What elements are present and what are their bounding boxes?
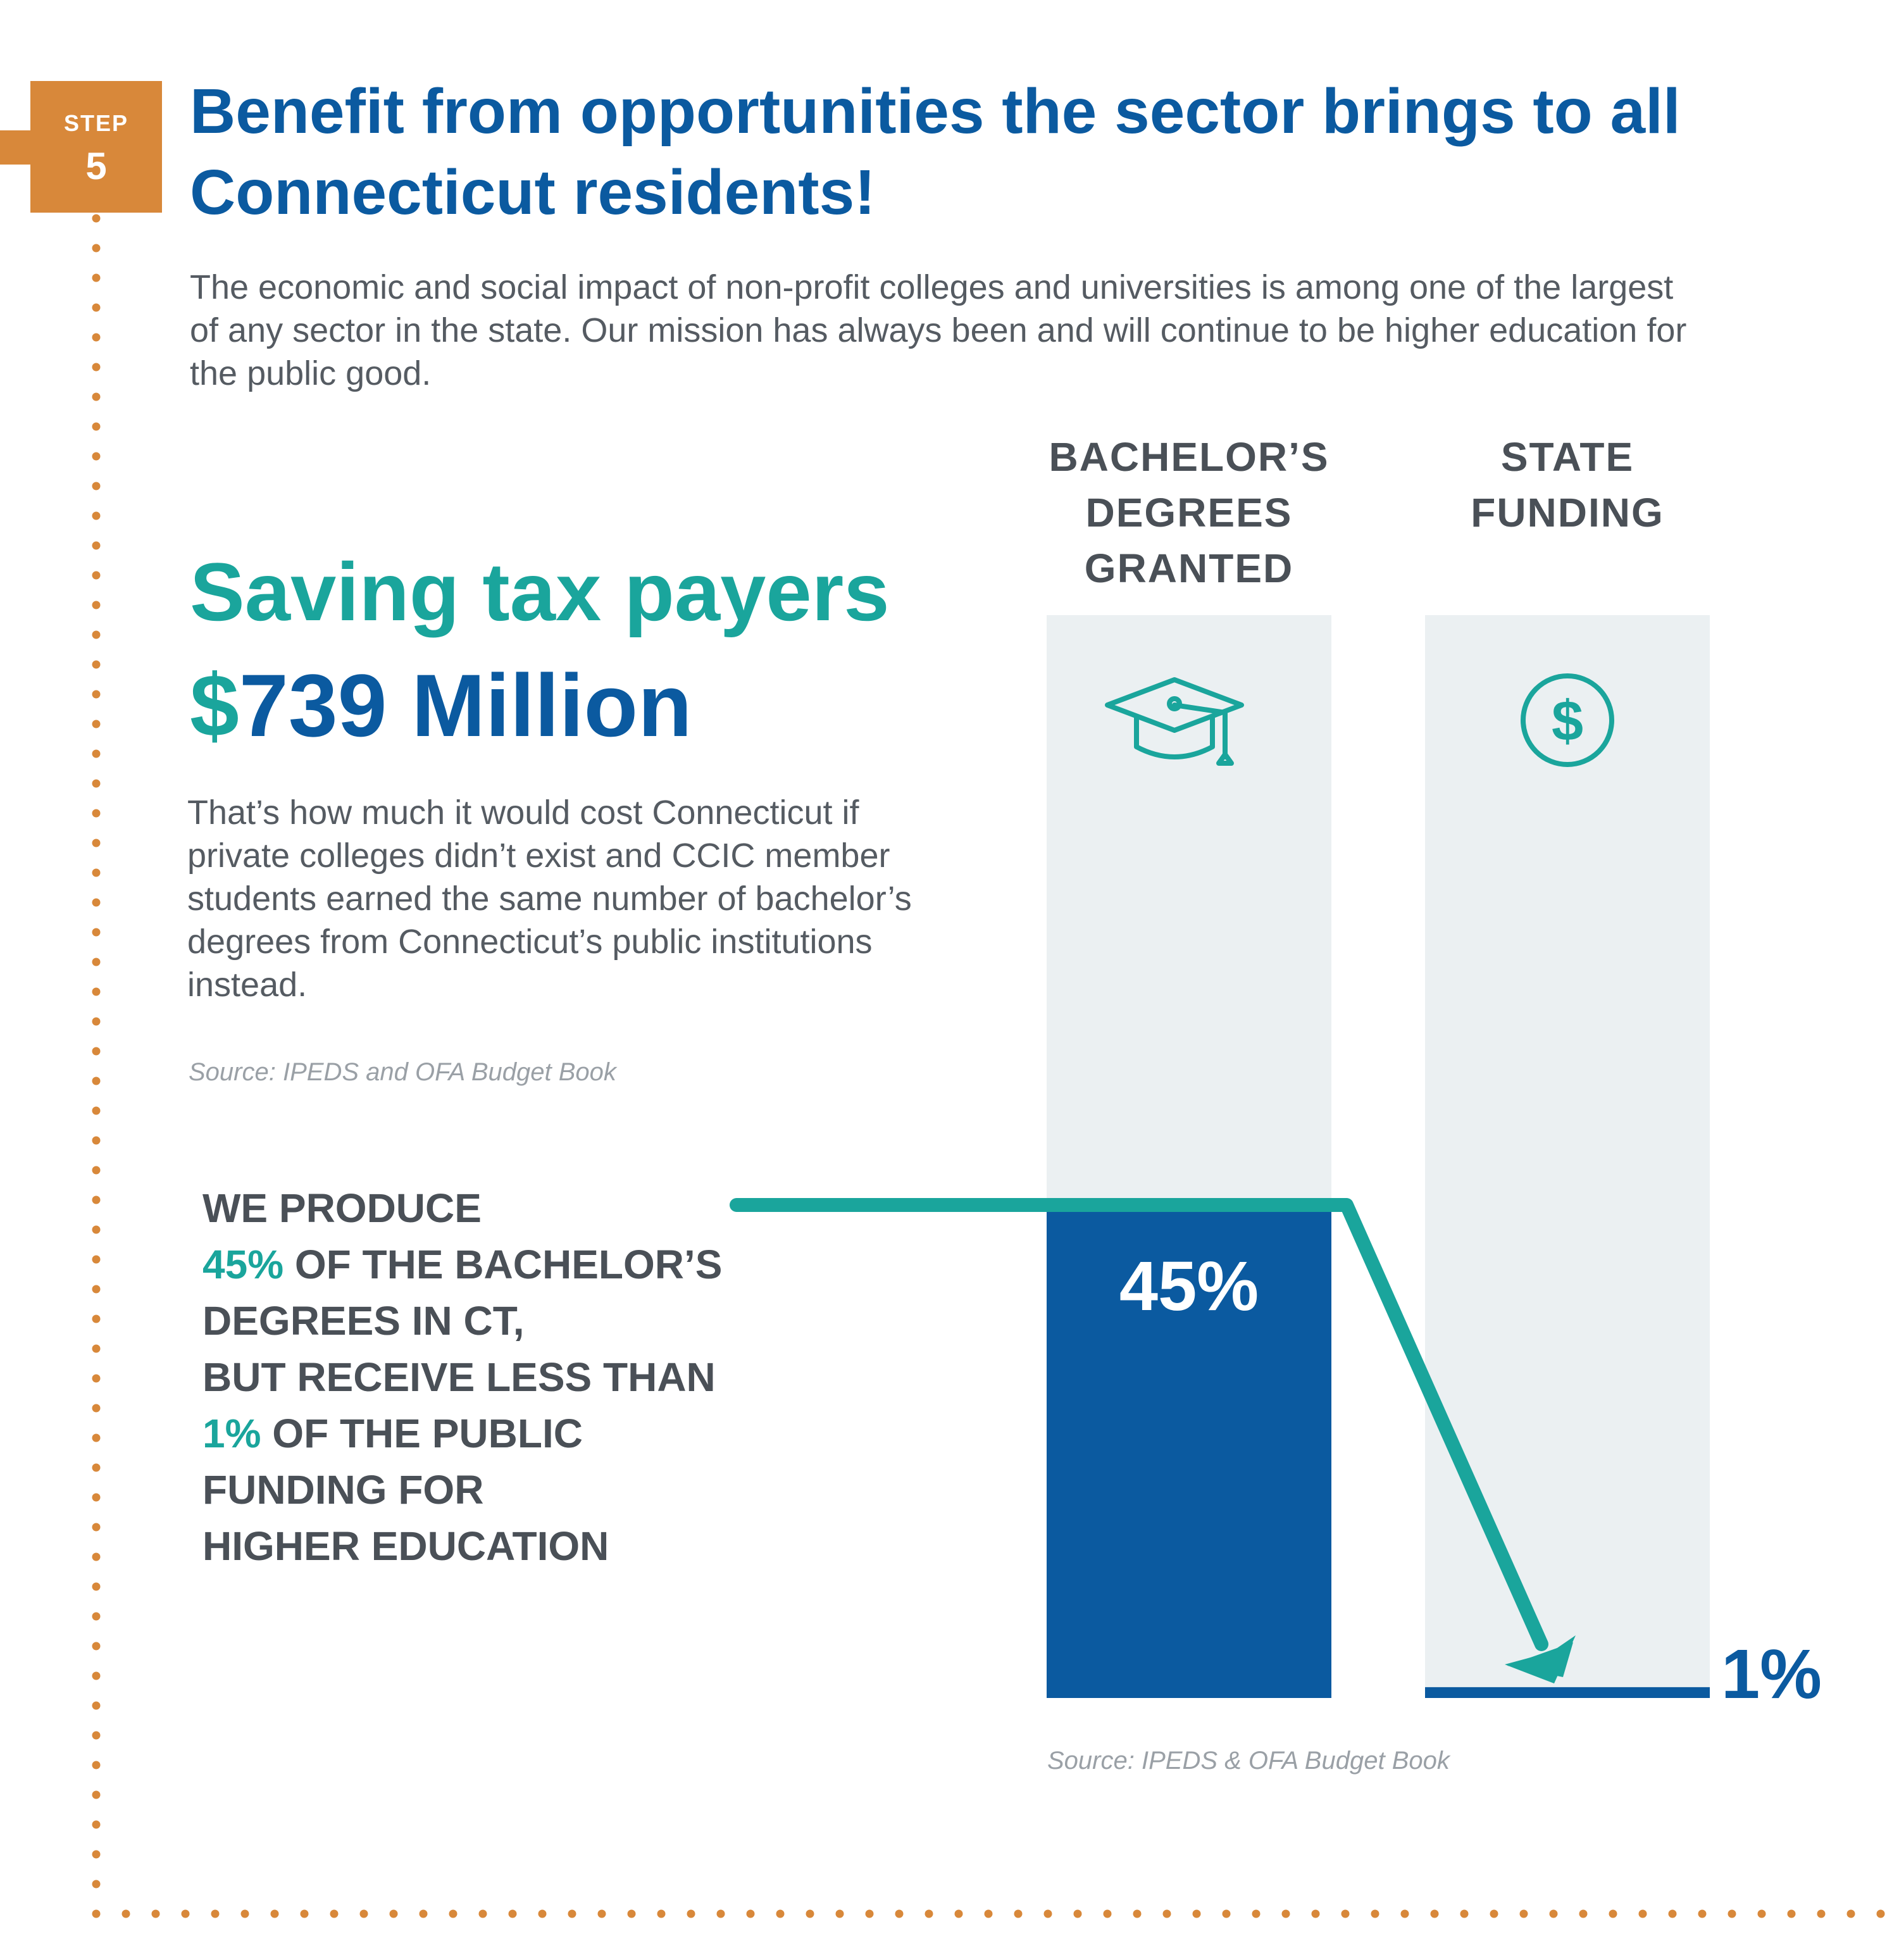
category-label: STATE bbox=[1500, 434, 1634, 480]
saving-label: Saving tax payers bbox=[190, 546, 890, 638]
statement-line: OF THE PUBLIC bbox=[261, 1411, 583, 1456]
currency-symbol: $ bbox=[190, 656, 239, 755]
chart-source-note: Source: IPEDS & OFA Budget Book bbox=[1047, 1747, 1450, 1775]
category-label: BACHELOR’S bbox=[1049, 434, 1329, 480]
bar-track bbox=[1425, 615, 1710, 1698]
statement-line: FUNDING FOR bbox=[202, 1467, 484, 1513]
intro-paragraph: The economic and social impact of non-profit colleges and universities is among one of the largest of any sector in the state. Our mission has always been and will continue to be higher education for the public good. bbox=[190, 268, 1687, 392]
step-label: STEP bbox=[63, 110, 129, 136]
statement-line: OF THE BACHELOR’S bbox=[283, 1242, 723, 1287]
bar-funding bbox=[1425, 1687, 1710, 1698]
svg-text:$: $ bbox=[1551, 690, 1584, 753]
statement-highlight: 1% bbox=[202, 1411, 261, 1456]
category-label: GRANTED bbox=[1084, 546, 1294, 591]
headline: Benefit from opportunities the sector brings to all Connecticut residents! bbox=[190, 76, 1681, 228]
step-number: 5 bbox=[85, 145, 107, 187]
statement-line: BUT RECEIVE LESS THAN bbox=[202, 1354, 716, 1400]
value-label-funding: 1% bbox=[1721, 1635, 1822, 1713]
category-label: FUNDING bbox=[1471, 490, 1664, 535]
amount-value: 739 Million bbox=[239, 656, 692, 755]
saving-description: That’s how much it would cost Connecticut if private colleges didn’t exist and CCIC member students earned the same number of bachelor’s degrees from Connecticut’s public institutions instead. bbox=[187, 794, 912, 1004]
source-note: Source: IPEDS and OFA Budget Book bbox=[189, 1058, 616, 1086]
category-label: DEGREES bbox=[1085, 490, 1293, 535]
statement-highlight: 45% bbox=[202, 1242, 284, 1287]
statement-line: DEGREES IN CT, bbox=[202, 1298, 525, 1344]
statement-line: HIGHER EDUCATION bbox=[202, 1523, 609, 1569]
value-label-degrees: 45% bbox=[1119, 1247, 1259, 1325]
statement-line: WE PRODUCE bbox=[202, 1185, 482, 1231]
